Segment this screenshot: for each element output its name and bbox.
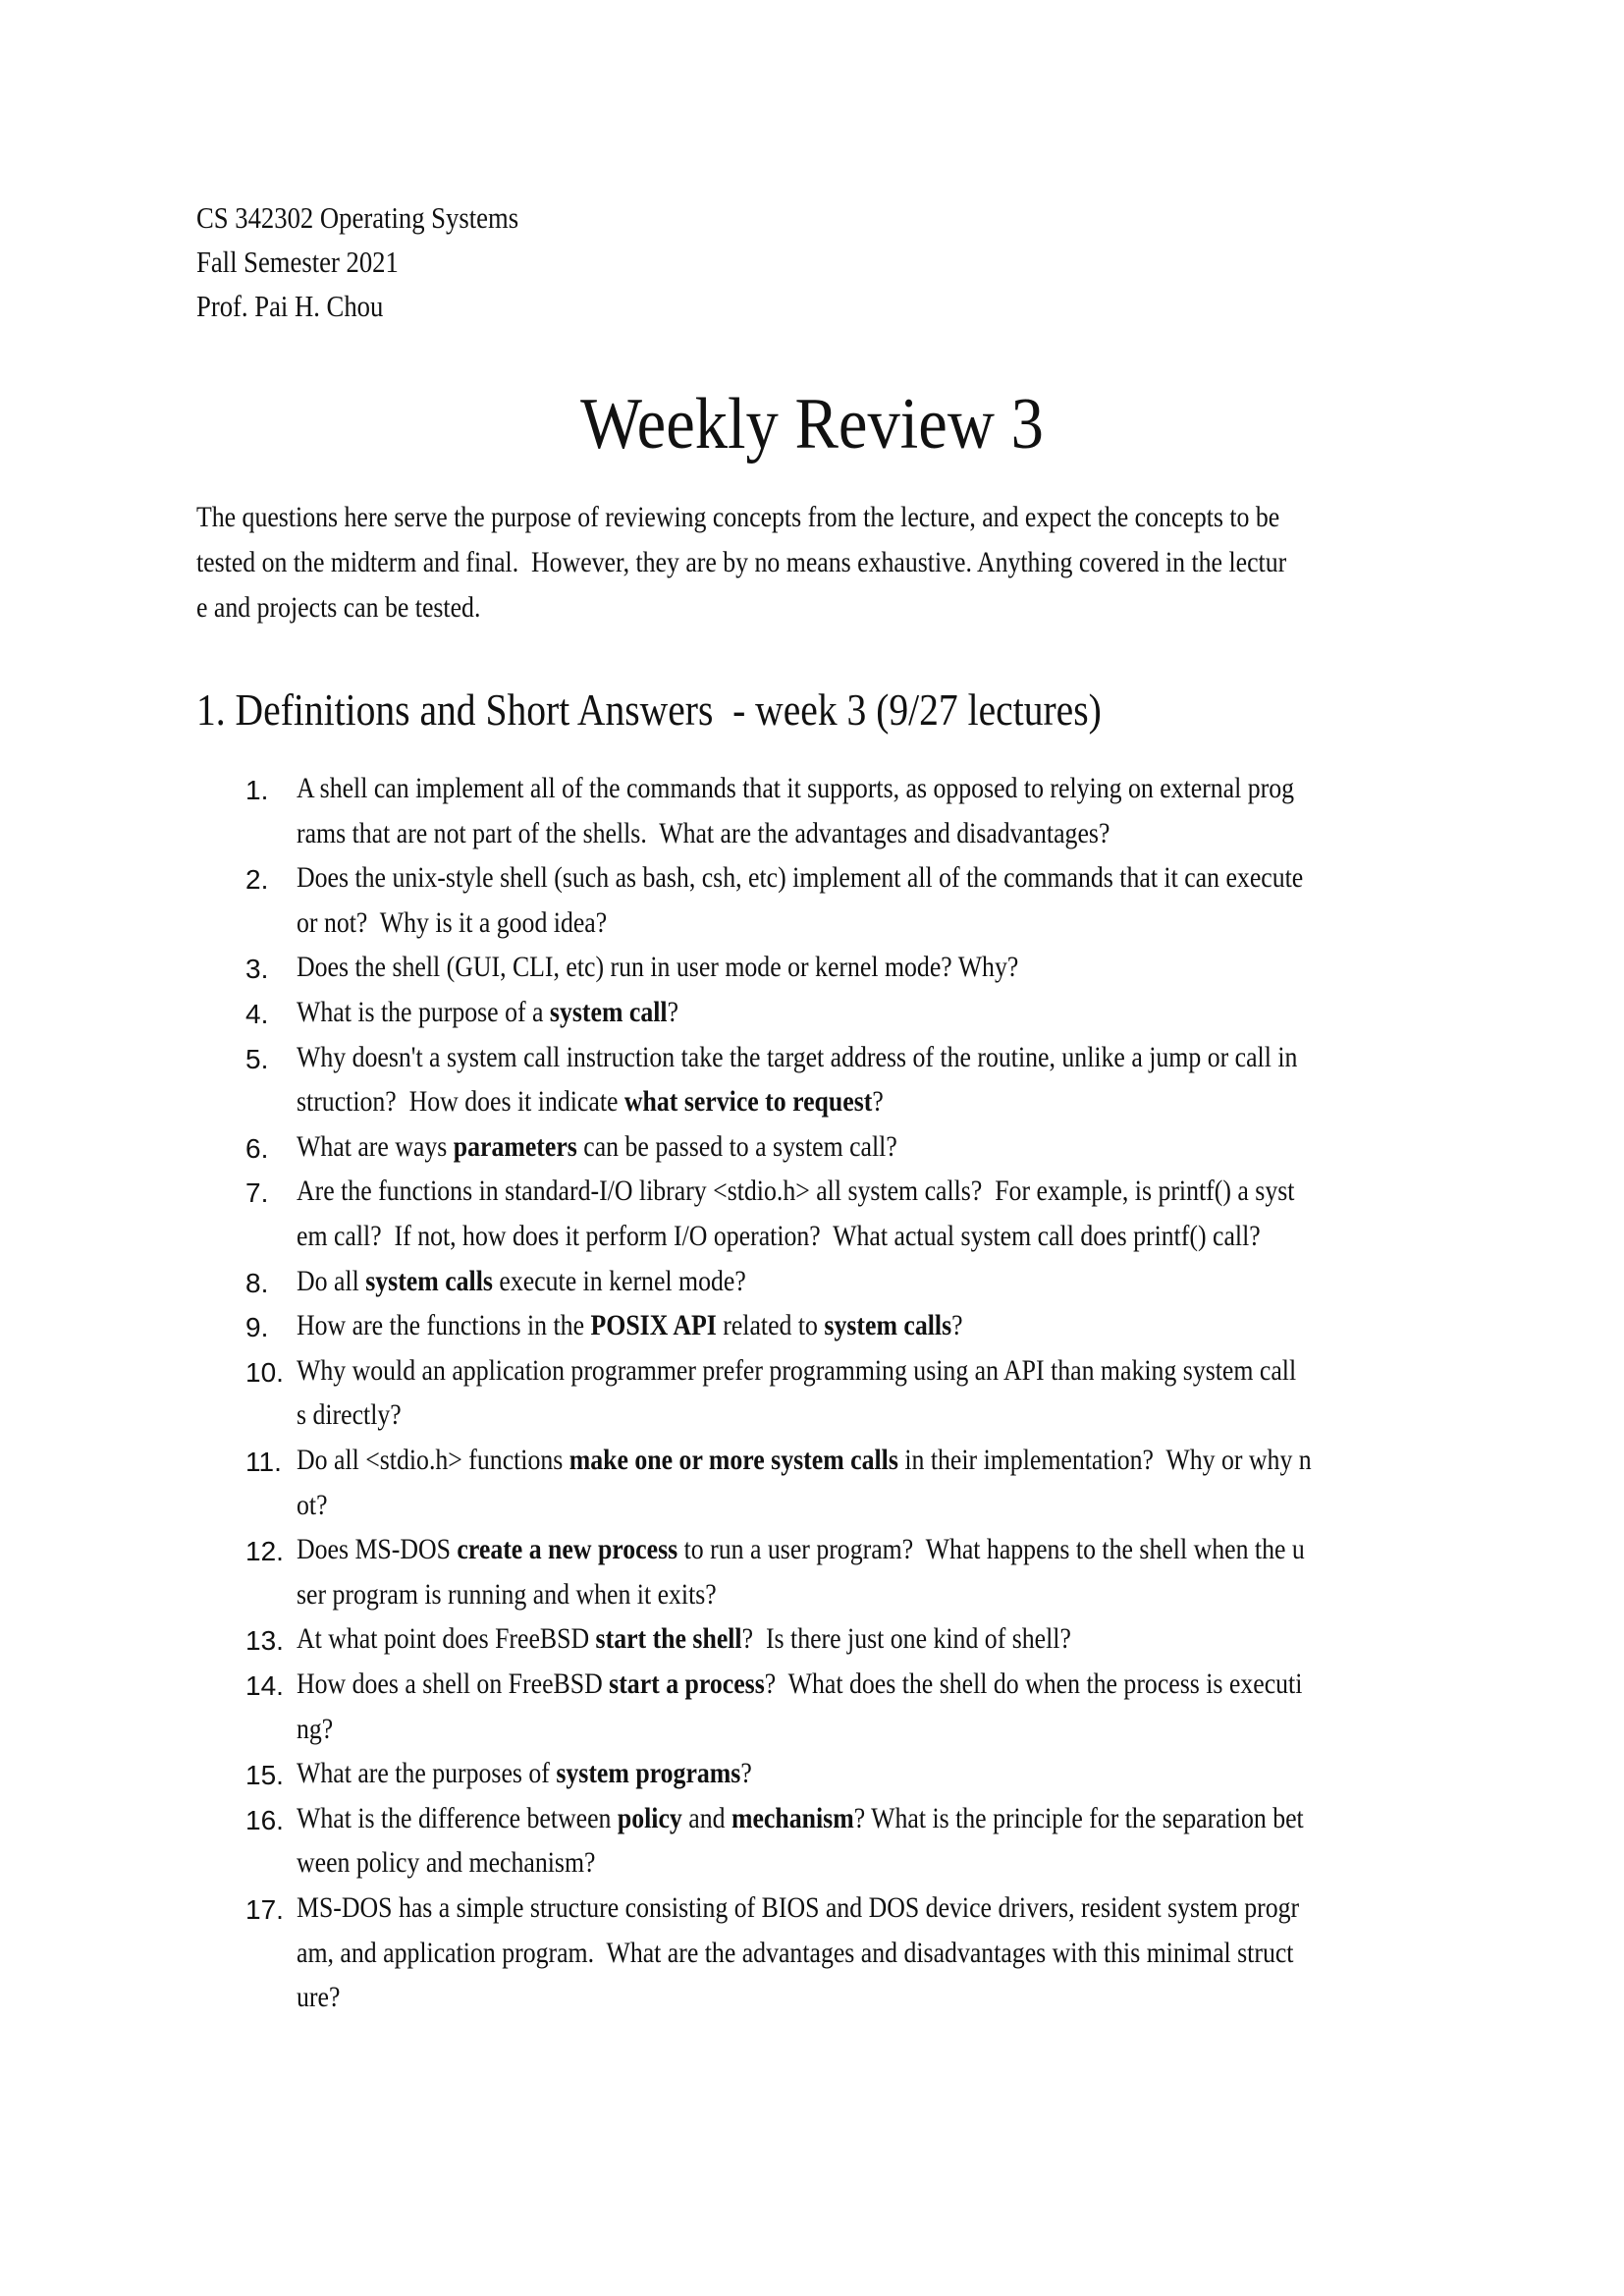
question-number: 3. [245, 954, 269, 985]
question-text: What is the difference between [297, 1801, 618, 1834]
question-line [297, 905, 608, 939]
question-number: 8. [245, 1267, 269, 1298]
question-line [297, 816, 1110, 849]
question-text: ng? [297, 1712, 334, 1745]
question-number: 6. [245, 1132, 269, 1164]
intro-line: e and projects can be tested. [196, 591, 481, 624]
question-number: 11. [245, 1447, 282, 1477]
question-text: What are the purposes of [297, 1757, 557, 1790]
key-term: what service to request [623, 1085, 873, 1119]
question-line [297, 1488, 328, 1521]
question-line [297, 1264, 746, 1297]
question-text: struction? How does it indicate [297, 1085, 624, 1119]
question-text: or not? Why is it a good idea? [297, 905, 608, 939]
key-term: system calls [824, 1309, 952, 1342]
question-number: 17. [245, 1894, 284, 1925]
question-line [297, 1893, 1299, 1923]
question-text: related to [716, 1309, 825, 1342]
question-number: 13. [245, 1625, 284, 1657]
header-line: Prof. Pai H. Chou [196, 289, 384, 323]
question-text: can be passed to a system call? [576, 1129, 897, 1163]
question-line [297, 1801, 1304, 1834]
question-text: ? [667, 996, 679, 1028]
question-number: 16. [245, 1804, 284, 1835]
question-text: What are ways [297, 1129, 454, 1163]
question-line [297, 1669, 1302, 1699]
question-text: em call? If not, how does it perform I/O operation? What actual system call does printf() call? [297, 1220, 1261, 1252]
question-text: execute in kernel mode? [492, 1264, 746, 1297]
question-number: 5. [245, 1043, 269, 1074]
question-text: Does the shell (GUI, CLI, etc) run in user mode or kernel mode? Why? [297, 951, 1019, 984]
question-text: ? What does the shell do when the process is executi [764, 1667, 1303, 1700]
question-text: Why doesn't a system call instruction take the target address of the routine, unlike a jump or call in [297, 1040, 1298, 1073]
question-line [297, 1222, 1261, 1251]
question-text: Do all [297, 1264, 366, 1297]
question-line [297, 1176, 1294, 1206]
key-term: parameters [453, 1129, 577, 1163]
key-term: start a process [609, 1667, 765, 1700]
question-line [297, 1087, 884, 1117]
question-text: ure? [297, 1981, 341, 2014]
question-text: ? What is the principle for the separation bet [853, 1801, 1304, 1834]
question-line [297, 1848, 595, 1878]
key-term: system call [549, 996, 668, 1028]
question-line [297, 1446, 1312, 1475]
question-text: ? [740, 1757, 752, 1790]
question-text: ? Is there just one kind of shell? [741, 1622, 1071, 1656]
question-line [297, 953, 1018, 982]
question-number: 4. [245, 999, 269, 1029]
question-line [297, 1983, 340, 2012]
question-text: Does MS-DOS [297, 1533, 458, 1566]
key-term: start the shell [595, 1622, 742, 1656]
question-text: Do all <stdio.h> functions [297, 1444, 569, 1476]
question-text: Why would an application programmer prefer programming using an API than making system call [297, 1353, 1297, 1387]
question-number: 7. [245, 1177, 269, 1209]
question-text: MS-DOS has a simple structure consisting of BIOS and DOS device drivers, resident system progr [297, 1891, 1300, 1924]
question-line [297, 1535, 1305, 1564]
question-text: Are the functions in standard-I/O library <stdio.h> all system calls? For example, is printf() a syst [297, 1175, 1295, 1208]
question-text: Does the unix-style shell (such as bash, csh, etc) implement all of the commands that it can execute [297, 861, 1304, 895]
question-text: What is the purpose of a [297, 996, 550, 1028]
question-line [297, 1400, 402, 1430]
question-text: in their implementation? Why or why n [897, 1444, 1312, 1476]
question-line [297, 1936, 1294, 1969]
question-text: am, and application program. What are the advantages and disadvantages with this minimal struct [297, 1936, 1294, 1969]
question-text: ot? [297, 1488, 328, 1521]
key-term: POSIX API [590, 1309, 717, 1342]
question-line [297, 1040, 1298, 1073]
intro-line: tested on the midterm and final. However, they are by no means exhaustive. Anything covered in the lectur [196, 546, 1287, 578]
question-line [297, 1311, 963, 1340]
question-text: and [681, 1801, 731, 1834]
key-term: policy [617, 1801, 682, 1834]
key-term: create a new process [457, 1533, 678, 1566]
question-number: 15. [245, 1760, 284, 1791]
question-line [297, 1129, 897, 1163]
question-line [297, 998, 678, 1027]
question-line [297, 1712, 334, 1745]
page-title: Weekly Review 3 [580, 384, 1044, 465]
question-line [297, 1577, 717, 1611]
intro-line: The questions here serve the purpose of reviewing concepts from the lecture, and expect the concepts to be [196, 501, 1280, 533]
section-heading: 1. Definitions and Short Answers - week 3 (9/27 lectures) [196, 684, 1102, 735]
question-text: ? [951, 1309, 963, 1342]
header-line: CS 342302 Operating Systems [196, 200, 519, 235]
key-term: mechanism [731, 1801, 854, 1834]
question-number: 10. [245, 1356, 284, 1388]
key-term: system calls [365, 1264, 493, 1297]
question-line [297, 774, 1294, 803]
question-line [297, 1624, 1071, 1654]
question-text: rams that are not part of the shells. What are the advantages and disadvantages? [297, 816, 1110, 849]
question-line [297, 863, 1303, 893]
question-line [297, 1353, 1297, 1387]
question-text: A shell can implement all of the commands that it supports, as opposed to relying on external prog [297, 772, 1295, 804]
question-number: 9. [245, 1312, 269, 1343]
question-text: ? [872, 1085, 884, 1119]
question-text: to run a user program? What happens to the shell when the u [677, 1533, 1305, 1566]
question-text: ween policy and mechanism? [297, 1846, 596, 1880]
key-term: make one or more system calls [568, 1444, 898, 1476]
question-number: 14. [245, 1670, 284, 1701]
question-line [297, 1759, 752, 1788]
question-text: ser program is running and when it exits? [297, 1577, 717, 1611]
question-text: How does a shell on FreeBSD [297, 1667, 610, 1700]
question-number: 1. [245, 775, 269, 805]
question-text: s directly? [297, 1398, 402, 1432]
question-text: At what point does FreeBSD [297, 1622, 596, 1656]
question-text: How are the functions in the [297, 1309, 591, 1342]
header-line: Fall Semester 2021 [196, 245, 399, 279]
question-number: 12. [245, 1536, 284, 1567]
question-number: 2. [245, 864, 269, 896]
key-term: system programs [556, 1757, 741, 1790]
